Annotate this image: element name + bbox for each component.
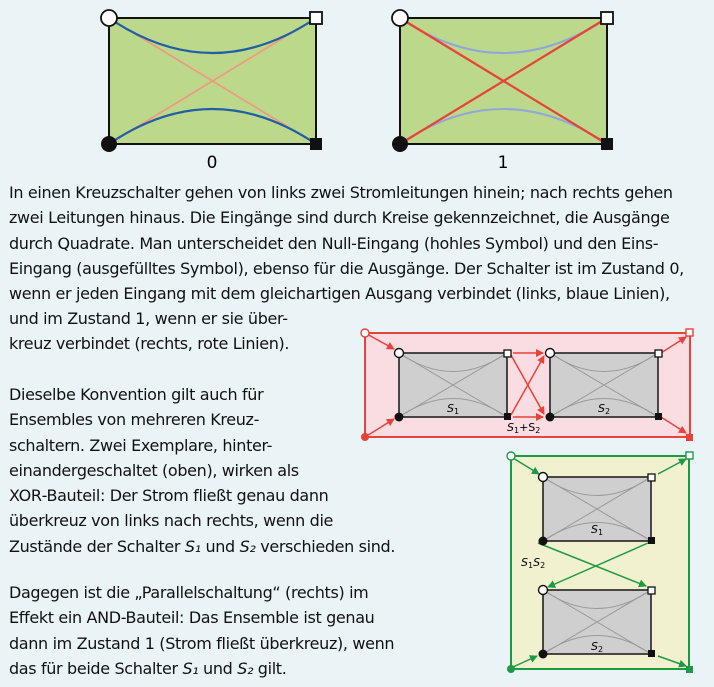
state-0-label: 0 (206, 153, 218, 173)
and-frame-input-0 (507, 452, 515, 460)
xor-term: XOR (9, 486, 42, 506)
and-s2-label: S2 (591, 640, 604, 654)
and-paragraph: Dagegen ist die „Parallelschaltung“ (rechts) im Effekt ein AND-Bauteil: Das Ensemble ist genau dann im Zustand 1 (Strom fließt überkreuz), wenn das für beide Schalter S₁ und S₂ gilt. (9, 583, 395, 678)
xor-switch-s1 (395, 349, 512, 422)
switch-0-output-0-square (310, 12, 322, 24)
intro-paragraph: In einen Kreuzschalter gehen von links zwei Stromleitungen hinein; nach rechts gehen zwei Leitungen hinaus. Die Eingänge sind durch Kreise gekennzeichnet, die Ausgänge durch Quadrate. Man unterscheidet den Null-Eingang (hohles Symbol) und den Eins- Eingang (ausgefülltes Symbol), ebenso für die Ausgänge. Der Schalter ist im Zustand 0, wenn er jeden Eingang mit dem gleichartigen Ausgang verbindet (links, blaue Linien), (9, 183, 684, 304)
switch-1-input-0-circle (392, 10, 408, 26)
xor-switch-s2 (546, 349, 663, 422)
intro-paragraph-continuation: und im Zustand 1, wenn er sie über- kreuz verbindet (rechts, rote Linien). (9, 309, 290, 354)
switch-0-input-0-circle (101, 10, 117, 26)
xor-s2-ref: S₂ (239, 536, 256, 556)
and-s1-label: S1 (591, 523, 604, 537)
switch-state-0 (101, 10, 322, 173)
xor-frame-output-1 (686, 434, 693, 441)
switch-state-1 (392, 10, 613, 173)
xor-s2-label: S2 (598, 402, 611, 416)
and-s2-ref: S₂ (237, 658, 254, 678)
xor-frame-input-0 (361, 329, 369, 337)
state-1-label: 1 (497, 153, 509, 173)
switch-1-input-1-circle (392, 136, 408, 152)
xor-paragraph: Dieselbe Konvention gilt auch für Ensembles von mehreren Kreuz- schaltern. Zwei Exemplare, hinter- einandergeschaltet (oben), wirken als XOR-Bauteil: Der Strom fließt genau dann überkreuz von links nach rechts, wenn die Zustände der Schalter S₁ und S₂ verschieden sind. (9, 385, 396, 556)
and-s1-ref: S₁ (182, 658, 199, 678)
and-frame-output-0 (686, 452, 693, 459)
and-switch-s2 (539, 586, 656, 659)
switch-0-output-1-square (310, 138, 322, 150)
and-ensemble (507, 452, 693, 673)
and-term: AND (86, 608, 121, 628)
and-product-label: S1S2 (521, 556, 546, 570)
xor-s1-ref: S₁ (184, 536, 201, 556)
xor-frame-output-0 (686, 329, 693, 336)
switch-0-input-1-circle (101, 136, 117, 152)
xor-sum-label: S1+S2 (507, 421, 541, 435)
switch-1-output-1-square (601, 138, 613, 150)
and-frame-output-1 (686, 666, 693, 673)
xor-ensemble (361, 329, 693, 441)
switch-1-output-0-square (601, 12, 613, 24)
and-switch-s1 (539, 473, 656, 546)
and-frame-input-1 (507, 665, 515, 673)
xor-s1-label: S1 (447, 402, 460, 416)
